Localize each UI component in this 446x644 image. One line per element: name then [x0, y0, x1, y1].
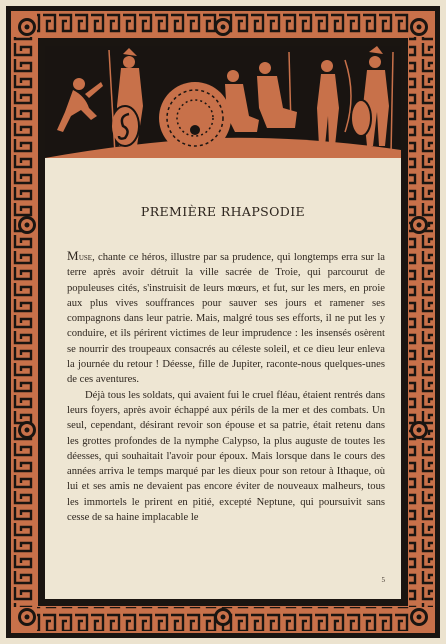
rosette-ornament-icon — [409, 215, 429, 235]
rosette-ornament-icon — [213, 17, 233, 37]
small-caps-word: use — [78, 252, 93, 263]
drop-cap: M — [67, 248, 79, 263]
body-text — [67, 248, 385, 525]
rosette-ornament-icon — [17, 215, 37, 235]
text-panel — [45, 158, 401, 599]
rosette-ornament-icon — [409, 607, 429, 627]
greek-vase-figures-illustration — [45, 46, 401, 158]
rosette-ornament-icon — [213, 607, 233, 627]
rosette-ornament-icon — [17, 607, 37, 627]
page-number: 5 — [381, 576, 385, 584]
rosette-ornament-icon — [17, 17, 37, 37]
greek-vase-frieze — [45, 46, 401, 158]
page-title: PREMIÈRE RHAPSODIE — [140, 204, 306, 219]
rosette-ornament-icon — [409, 17, 429, 37]
paragraph-1 — [67, 248, 385, 388]
rosette-ornament-icon — [17, 420, 37, 440]
rosette-ornament-icon — [409, 420, 429, 440]
paragraph-1-text: , chante ce héros, illustre par sa prudence, qui longtemps erra sur la terre après avoir détruit la ville sacrée de Troie, qui parcourut de populeuses cités, s'instruisit de leurs mœurs, et fut, sur les mers, en proie aux plus vives souffrances pour sauver ses jours et ramener ses compagnons dans leur patrie. Mais, malgré tous ses efforts, il ne put les y conduire, et ils périrent victimes de leur imprudence : les insensés osèrent se nourrir des troupeaux consacrés au céleste soleil, et ce dieu leur enleva la journée du retour ! Déesse, fille de Jupiter, raconte-nous quelques-unes de ces aventures. — [67, 252, 385, 386]
paragraph-2: Déjà tous les soldats, qui avaient fui le cruel fléau, étaient rentrés dans leurs foyers, après avoir échappé aux périls de la mer et des combats. Un seul, cependant, désirant revoir son épouse et sa patrie, était retenu dans les grottes profondes de la nymphe Calypso, la plus auguste de toutes les déesses, qui souhaitait l'avoir pour époux. Mais lorsque dans le cours des années arriva le temps marqué par les dieux pour son retour à Ithaque, où lui et ses amis ne devaient pas encore éviter de nouveaux malheurs, tous les immortels le prirent en pitié, excepté Neptune, qui poursuivit sans cesse de sa haine implacable le — [67, 389, 385, 524]
